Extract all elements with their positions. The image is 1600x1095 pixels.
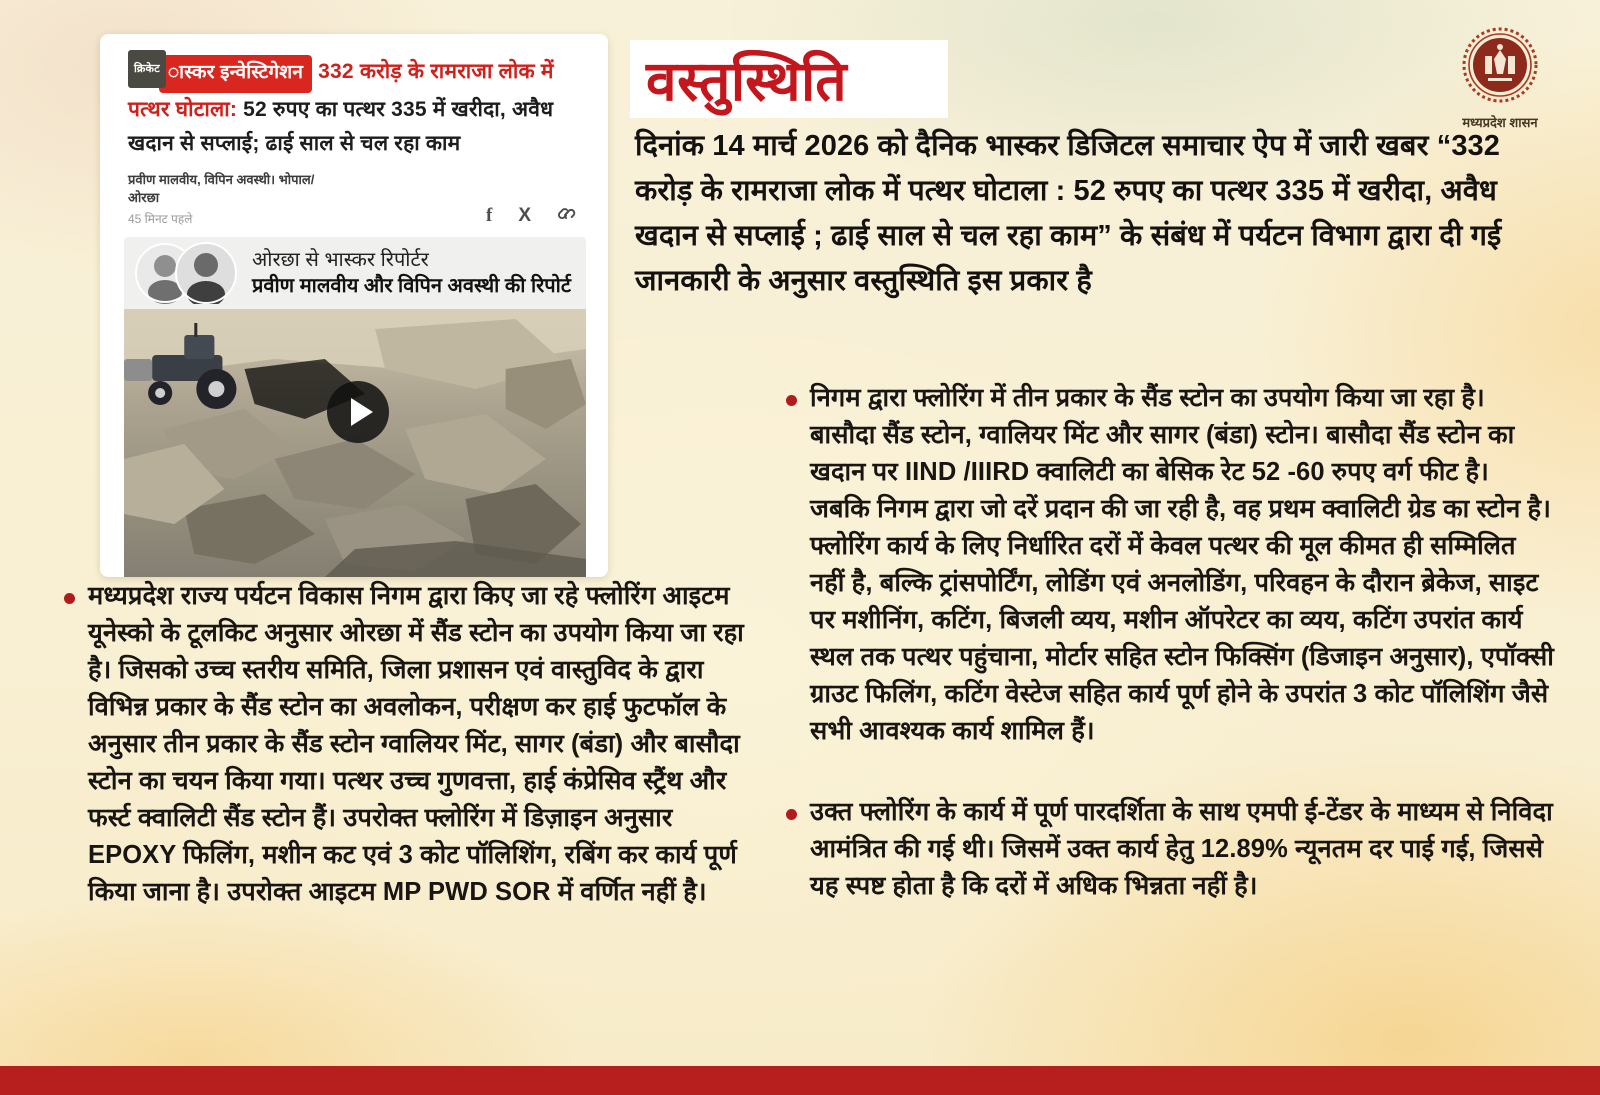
left-bullet-list [64, 578, 764, 955]
reporter-names: प्रवीण मालवीय और विपिन अवस्थी की रिपोर्ट [252, 274, 571, 297]
video-thumbnail [124, 309, 586, 577]
bottom-red-bar [0, 1066, 1600, 1095]
byline-row [128, 171, 582, 227]
right-bullet-list [786, 380, 1556, 949]
bullet-text: निगम द्वारा फ्लोरिंग में तीन प्रकार के सैंड स्टोन का उपयोग किया जा रहा है। बासौदा सैंड स्टोन, ग्वालियर मिंट और सागर (बंडा) स्टोन। बासौदा सैंड स्टोन का खदान पर IIND /IIIRD क्वालिटी का बेसिक रेट 52 -60 रुपए वर्ग फीट है। जबकि निगम द्वारा जो दरें प्रदान की जा रही है, वह प्रथम क्वालिटी ग्रेड का स्टोन है। फ्लोरिंग कार्य के लिए निर्धारित दरों में केवल पत्थर की मूल कीमत ही सम्मिलित नहीं है, बल्कि ट्रांसपोर्टिंग, लोडिंग एवं अनलोडिंग, परिवहन के दौरान ब्रेकेज, साइट पर मशीनिंग, कटिंग, बिजली व्यय, मशीन ऑपरेटर का व्यय, कटिंग उपरांत कार्य स्थल तक पत्थर पहुंचाना, मोर्टार सहित स्टोन फिक्सिंग (डिजाइन अनुसार), एपॉक्सी ग्राउट फिलिंग, कटिंग वेस्टेज सहित कार्य पूर्ण होने के उपरांत 3 कोट पॉलिशिंग जैसे सभी आवश्यक कार्य शामिल हैं। [810, 384, 1554, 745]
bullet-item [786, 794, 1556, 905]
timestamp: 45 मिनट पहले [128, 212, 193, 226]
mp-emblem-icon [1461, 26, 1539, 104]
facebook-icon[interactable]: f [485, 205, 493, 226]
reporter-avatars [134, 242, 238, 304]
byline: प्रवीण मालवीय, विपिन अवस्थी। भोपाल/ ओरछा [128, 172, 315, 205]
link-icon[interactable] [557, 204, 576, 227]
bullet-text: उक्त फ्लोरिंग के कार्य में पूर्ण पारदर्शिता के साथ एमपी ई-टेंडर के माध्यम से निविदा आमंत्रित की गई थी। जिसमें उक्त कार्य हेतु 12.89% न्यूनतम दर पाई गई, जिससे यह स्पष्ट होता है कि दरों में अधिक भिन्नता नहीं है। [810, 798, 1553, 900]
reporter-strip [124, 237, 586, 309]
page-title: वस्तुस्थिति [646, 49, 848, 112]
reporter-label: ओरछा से भास्कर रिपोर्टर [252, 248, 429, 271]
quarry-image [124, 309, 586, 577]
news-screenshot-card [100, 34, 608, 577]
bullet-item [786, 380, 1556, 750]
category-badge: क्रिकेट [128, 50, 166, 88]
investigation-badge: ास्कर इन्वेस्टिगेशन [159, 55, 312, 93]
headline-highlight: 332 करोड़ के रामराजा लोक में पत्थर घोटाला: [128, 60, 554, 121]
bullet-marker [786, 395, 797, 406]
page-title-box [630, 40, 948, 118]
news-headline [128, 50, 582, 161]
mp-govt-logo [1436, 26, 1564, 131]
bullet-text: मध्यप्रदेश राज्य पर्यटन विकास निगम द्वारा किए जा रहे फ्लोरिंग आइटम यूनेस्को के टूलकिट अनुसार ओरछा में सैंड स्टोन का उपयोग किया जा रहा है। जिसको उच्च स्तरीय समिति, जिला प्रशासन एवं वास्तुविद के द्वारा विभिन्न प्रकार के सैंड स्टोन का अवलोकन, परीक्षण कर हाई फुटफॉल के अनुसार तीन प्रकार के सैंड स्टोन ग्वालियर मिंट, सागर (बंडा) और बासौदा स्टोन का चयन किया गया। पत्थर उच्च गुणवत्ता, हाई कंप्रेसिव स्ट्रैंथ और फर्स्ट क्वालिटी सैंड स्टोन हैं। उपरोक्त फ्लोरिंग में डिज़ाइन अनुसार EPOXY फिलिंग, मशीन कट एवं 3 कोट पॉलिशिंग, रबिंग कर कार्य पूर्ण किया जाना है। उपरोक्त आइटम MP PWD SOR में वर्णित नहीं है। [88, 582, 744, 906]
intro-paragraph: दिनांक 14 मार्च 2026 को दैनिक भास्कर डिजिटल समाचार ऐप में जारी खबर “332 करोड़ के रामराजा लोक में पत्थर घोटाला : 52 रुपए का पत्थर 335 में खरीदा, अवैध खदान से सप्लाई ; ढाई साल से चल रहा काम” के संबंध में पर्यटन विभाग द्वारा दी गई जानकारी के अनुसार वस्तुस्थिति इस प्रकार है [635, 130, 1502, 297]
bullet-marker [64, 593, 75, 604]
byline-location: ओरछा [128, 190, 160, 205]
x-icon[interactable]: X [518, 205, 531, 226]
bullet-marker [786, 809, 797, 820]
bullet-item [64, 578, 764, 911]
logo-caption: मध्यप्रदेश शासन [1462, 115, 1538, 130]
headline-text: 52 रुपए का पत्थर 335 में खरीदा, अवैध खदान से सप्लाई; ढाई साल से चल रहा काम [128, 98, 554, 155]
share-icons [486, 204, 582, 227]
play-button-icon[interactable] [327, 381, 389, 443]
